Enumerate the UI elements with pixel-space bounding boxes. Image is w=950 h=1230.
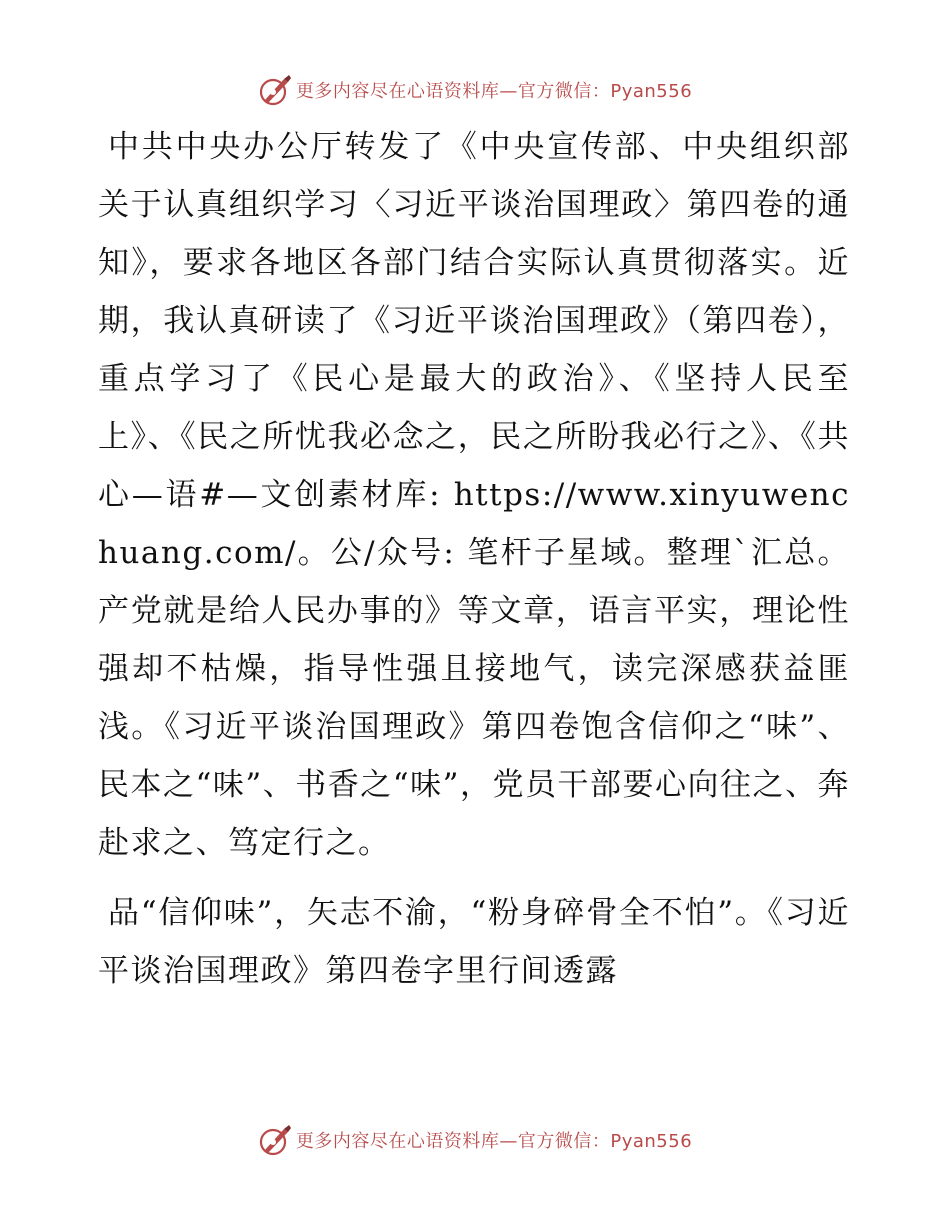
document-body (98, 118, 850, 1000)
header-watermark-banner (0, 70, 950, 110)
paragraph: 品“信仰味”，矢志不渝，“粉身碎骨全不怕”。《习近平谈治国理政》第四卷字里行间透露 (98, 895, 850, 989)
footer-watermark-banner (0, 1120, 950, 1160)
pen-logo-icon (258, 1123, 292, 1157)
paragraph: 中共中央办公厅转发了《中央宣传部、中央组织部关于认真组织学习〈习近平谈治国理政〉第四卷的通知》，要求各地区各部门结合实际认真贯彻落实。近期，我认真研读了《习近平谈治国理政》（第四卷），重点学习了《民心是最大的政治》、《坚持人民至上》、《民之所忧我必念之，民之所盼我必行之》、《共心—语#—文创素材库: https://www.xinyuwenchuang.com/。公/众号: 笔杆子星域。整理`汇总。产党就是给人民办事的》等文章，语言平实，理论性强却不枯燥，指导性强且接地气，读完深感获益匪浅。《习近平谈治国理政》第四卷饱含信仰之“味”、民本之“味”、书香之“味”，党员干部要心向往之、奔赴求之、笃定行之。 (98, 129, 850, 861)
watermark-text: 更多内容尽在心语资料库—官方微信：Pyan556 (295, 1131, 693, 1152)
pen-logo-icon (258, 73, 292, 107)
watermark-text: 更多内容尽在心语资料库—官方微信：Pyan556 (295, 81, 693, 102)
